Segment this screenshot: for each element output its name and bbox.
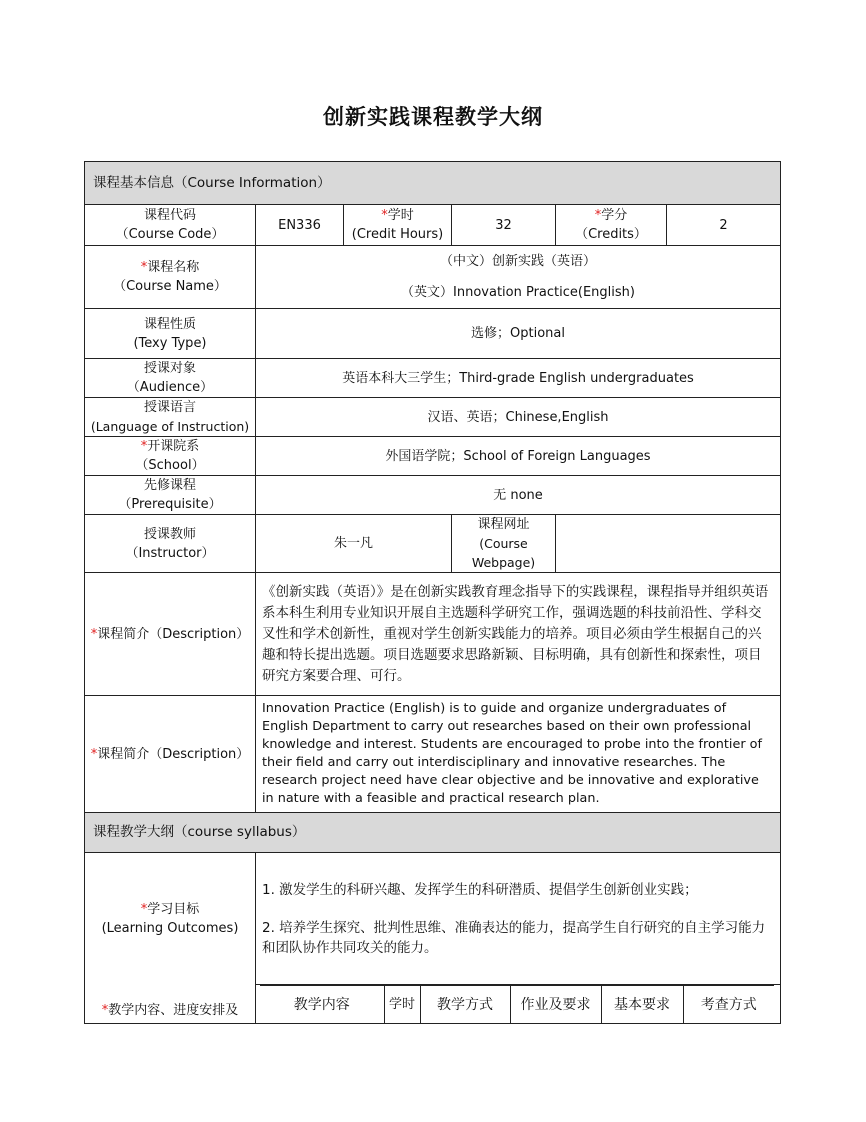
section-course-info: 课程基本信息（Course Information）: [85, 162, 781, 205]
audience-value: 英语本科大三学生；Third-grade English undergraduates: [256, 359, 781, 398]
outcome-item: 1. 激发学生的科研兴趣、发挥学生的科研潜质、提倡学生创新创业实践；: [262, 881, 698, 898]
language-value: 汉语、英语；Chinese,English: [256, 398, 781, 437]
schedule-label: *教学内容、进度安排及: [85, 985, 256, 1024]
schedule-col-hours: 学时: [384, 986, 420, 1023]
description-en-text: Innovation Practice (English) is to guide and organize undergraduates of English Department to carry out researches based on their own professional knowledge and interest. Students are encouraged to probe into the frontier of their field and carry out interdisciplinary and innovative researches. The research project need have clear objective and be innovative and explorative in nature with a feasible and practical research plan.: [256, 696, 781, 813]
schedule-col-method: 教学方式: [420, 986, 510, 1023]
document-title: 创新实践课程教学大纲: [323, 105, 543, 129]
syllabus-form: [84, 161, 780, 1024]
schedule-col-content: 教学内容: [293, 996, 350, 1013]
school-value: 外国语学院；School of Foreign Languages: [256, 437, 781, 476]
course-info-table: [84, 161, 781, 1024]
credits-label: *学分 （Credits）: [556, 205, 667, 246]
description-cn-label: *课程简介（Description）: [85, 573, 256, 696]
schedule-col-requirements: 基本要求: [601, 986, 683, 1023]
instructor-label: 授课教师 （Instructor）: [85, 515, 256, 573]
prerequisite-value: 无 none: [256, 476, 781, 515]
course-type-value: 选修；Optional: [256, 309, 781, 359]
school-label: *开课院系 （School）: [85, 437, 256, 476]
instructor-value: 朱一凡: [256, 515, 452, 573]
webpage-label: 课程网址 (Course Webpage): [452, 515, 556, 573]
webpage-value: [556, 515, 781, 573]
description-cn-text: 《创新实践（英语）》是在创新实践教育理念指导下的实践课程，课程指导并组织英语系本科生利用专业知识开展自主选题科学研究工作，强调选题的科技前沿性、学科交叉性和学术创新性，重视对学生创新实践能力的培养。项目必须由学生根据自己的兴趣和特长提出选题。项目选题要求思路新颖、目标明确，具有创新性和探索性，项目研究方案要合理、可行。: [256, 573, 781, 696]
audience-label: 授课对象 （Audience）: [85, 359, 256, 398]
language-label: 授课语言 (Language of Instruction): [85, 398, 256, 437]
course-name-label: *课程名称 （Course Name）: [85, 246, 256, 309]
schedule-header-table: [260, 986, 774, 1023]
section-syllabus: 课程教学大纲（course syllabus）: [85, 813, 781, 853]
course-code-value: EN336: [256, 205, 344, 246]
outcome-item: 2. 培养学生探究、批判性思维、准确表达的能力，提高学生自行研究的自主学习能力和团队协作共同攻关的能力。: [262, 919, 766, 956]
schedule-col-assignment: 作业及要求: [510, 986, 601, 1023]
schedule-header-cell: [256, 985, 781, 1024]
credit-hours-label: *学时 (Credit Hours): [344, 205, 452, 246]
learning-outcomes-list: [256, 853, 781, 985]
prerequisite-label: 先修课程 （Prerequisite）: [85, 476, 256, 515]
credits-value: 2: [667, 205, 781, 246]
course-name-value: （中文）创新实践（英语） （英文）Innovation Practice(English): [256, 246, 781, 309]
course-type-label: 课程性质 (Texy Type): [85, 309, 256, 359]
credit-hours-value: 32: [452, 205, 556, 246]
course-code-label: 课程代码 （Course Code）: [85, 205, 256, 246]
description-en-label: *课程简介（Description）: [85, 696, 256, 813]
learning-outcomes-label: *学习目标 (Learning Outcomes): [85, 853, 256, 985]
schedule-col-assessment: 考查方式: [683, 986, 774, 1023]
